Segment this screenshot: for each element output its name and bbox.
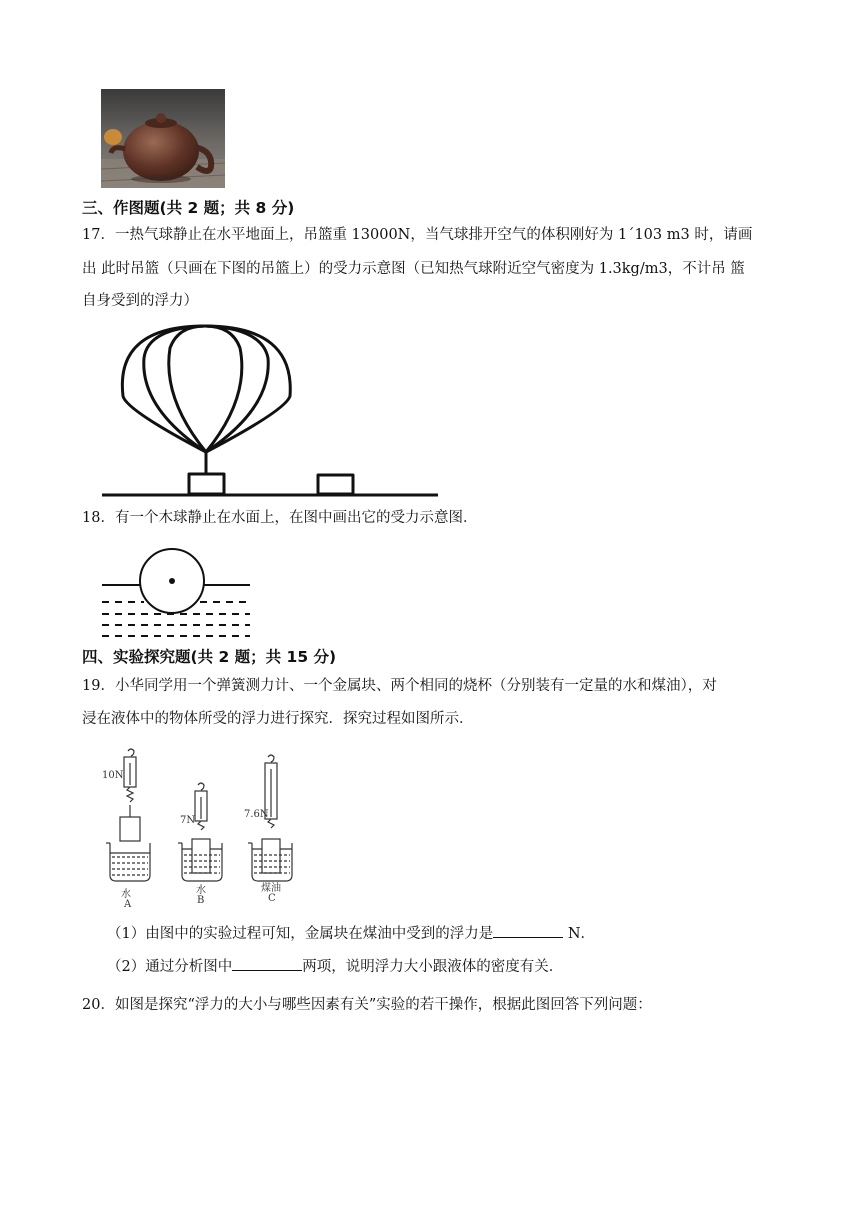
q17-line1: 17．一热气球静止在水平地面上，吊篮重 13000N，当气球排开空气的体积刚好为 1´103 m3 时，请画 [82,227,753,243]
letter-a: A [124,899,132,910]
q19-line2: 浸在液体中的物体所受的浮力进行探究．探究过程如图所示． [82,711,474,727]
q19-sub2-rest: 两项，说明浮力大小跟液体的密度有关． [302,959,564,975]
reading-c: 7.6N [244,809,269,820]
liquid-b: 水 [196,885,206,896]
q19-sub1 [107,922,595,945]
q19-sub1-text: （1）由图中的实验过程可知，金属块在煤油中受到的浮力是 [107,926,494,942]
answer-blank-2[interactable] [232,955,302,971]
q20-line1: 20．如图是探究“浮力的大小与哪些因素有关”实验的若干操作，根据此图回答下列问题： [82,997,652,1013]
liquid-c: 煤油 [261,883,281,894]
q19-sub2 [107,955,563,978]
q17-line3: 自身受到的浮力） [82,293,198,309]
q19-sub1-unit: N． [563,926,596,942]
hot-air-balloon-diagram [100,318,445,500]
q18-line1: 18．有一个木球静止在水面上，在图中画出它的受力示意图． [82,510,478,526]
letter-b: B [197,895,205,906]
spring-scale-experiment-figure [98,745,318,915]
teapot-photo [101,89,225,188]
q19-sub2-text: （2）通过分析图中 [107,959,233,975]
floating-ball-diagram [100,545,255,643]
section-3-title: 三、作图题(共 2 题；共 8 分) [82,199,295,217]
q19-line1: 19．小华同学用一个弹簧测力计、一个金属块、两个相同的烧杯（分别装有一定量的水和煤油），对 [82,678,717,694]
section-4-title: 四、实验探究题(共 2 题；共 15 分) [82,648,337,666]
answer-blank-1[interactable] [493,922,563,938]
reading-b: 7N [180,815,196,826]
letter-c: C [268,893,276,904]
q17-line2: 出 此时吊篮（只画在下图的吊篮上）的受力示意图（已知热气球附近空气密度为 1.3kg/m3，不计吊 篮 [82,261,745,277]
reading-a: 10N [102,770,124,781]
liquid-a: 水 [121,889,131,900]
